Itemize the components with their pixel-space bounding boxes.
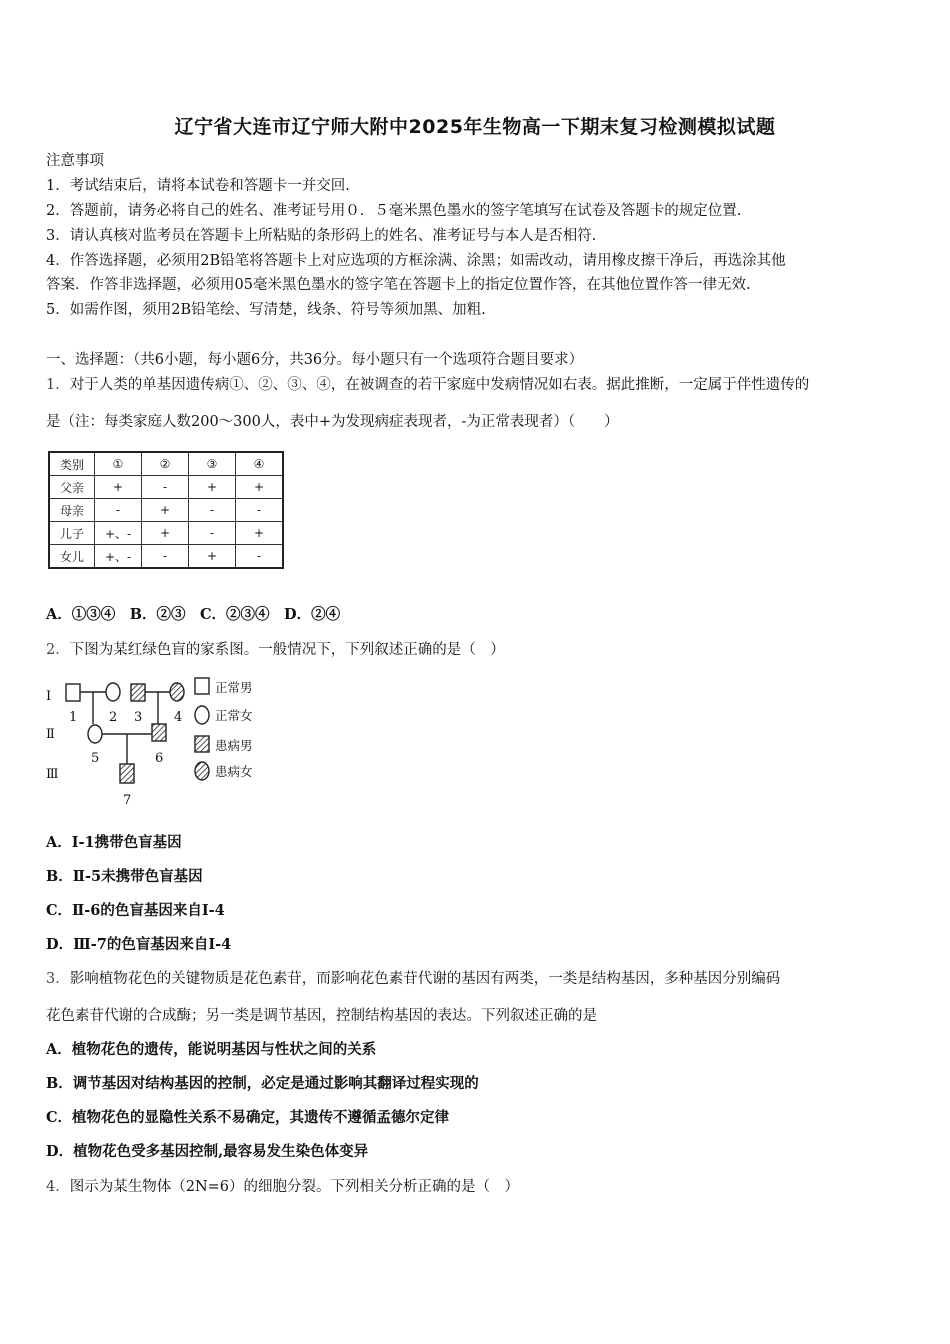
page-title: 辽宁省大连市辽宁师大附中2025年生物高一下期末复习检测模拟试题 (174, 116, 776, 138)
affected-male-symbol (120, 764, 134, 783)
table-header-cell: ① (95, 452, 142, 476)
question-3-option: B．调节基因对结构基因的控制，必定是通过影响其翻译过程实现的 (46, 1075, 479, 1092)
table-row (49, 545, 283, 569)
table-cell: - (189, 522, 236, 545)
legend-label: 患病女 (215, 764, 253, 779)
section-heading: 一、选择题：（共6小题，每小题6分，共36分。每小题只有一个选项符合题目要求） (46, 352, 584, 368)
table-cell: - (95, 499, 142, 522)
table-cell: 父亲 (49, 476, 95, 499)
individual-number: 7 (123, 793, 132, 808)
question-3-stem-cont: 花色素苷代谢的合成酶；另一类是调节基因，控制结构基因的表达。下列叙述正确的是 (46, 1008, 597, 1024)
individual-number: 3 (134, 710, 143, 725)
notice-item: 5．如需作图，须用2B铅笔绘、写清楚，线条、符号等须加黑、加粗. (46, 302, 486, 318)
table-cell: + (142, 522, 189, 545)
notice-item: 4．作答选择题，必须用2B铅笔将答题卡上对应选项的方框涂满、涂黑；如需改动，请用橡皮擦干净后，再选涂其他 (46, 253, 786, 269)
notice-item: 1．考试结束后，请将本试卷和答题卡一并交回. (46, 178, 350, 194)
question-text: 对于人类的单基因遗传病①、②、③、④，在被调查的若干家庭中发病情况如右表。据此推断，一定属于伴性遗传的 (69, 377, 810, 393)
legend-affected-male-symbol (195, 736, 209, 752)
table-header-cell: 类别 (49, 452, 95, 476)
question-1-stem-cont: 是（注：每类家庭人数200～300人，表中+为发现病症表现者，-为正常表现者）（ ） (46, 414, 619, 430)
legend-normal-male-symbol (195, 678, 209, 694)
table-cell: + (189, 545, 236, 569)
question-4-stem (46, 1176, 916, 1198)
question-2-option: D．Ⅲ-7的色盲基因来自Ⅰ-4 (46, 936, 232, 953)
q1-data-table (48, 451, 284, 569)
individual-number: 1 (69, 710, 78, 725)
question-number: 3． (46, 971, 70, 987)
legend-label: 正常男 (215, 680, 253, 695)
table-row (49, 522, 283, 545)
normal-female-symbol (88, 725, 102, 743)
question-1-stem (46, 374, 916, 396)
affected-male-symbol (152, 724, 166, 741)
legend-affected-female-symbol (195, 762, 209, 780)
table-cell: + (236, 476, 284, 499)
table-header-cell: ③ (189, 452, 236, 476)
generation-label: Ⅰ (46, 689, 52, 704)
question-3-stem (46, 968, 916, 990)
table-cell: - (142, 545, 189, 569)
question-1-options: A．①③④ B．②③ C．②③④ D．②④ (46, 606, 341, 623)
question-2-stem (46, 639, 916, 661)
question-3-option: A．植物花色的遗传，能说明基因与性状之间的关系 (46, 1041, 377, 1058)
pedigree-diagram (40, 674, 280, 812)
table-cell: +、- (95, 522, 142, 545)
table-header-cell: ④ (236, 452, 284, 476)
table-cell: - (236, 499, 284, 522)
question-2-option: B．Ⅱ-5未携带色盲基因 (46, 868, 203, 885)
individual-number: 6 (155, 751, 164, 766)
table-header-cell: ② (142, 452, 189, 476)
question-2-option: C．Ⅱ-6的色盲基因来自Ⅰ-4 (46, 902, 225, 919)
legend-normal-female-symbol (195, 706, 209, 724)
table-cell: 母亲 (49, 499, 95, 522)
question-number: 2． (46, 642, 70, 658)
table-cell: - (189, 499, 236, 522)
notice-item: 答案．作答非选择题，必须用05毫米黑色墨水的签字笔在答题卡上的指定位置作答，在其他位置作答一律无效. (46, 277, 751, 293)
individual-number: 2 (109, 710, 118, 725)
table-cell: - (236, 545, 284, 569)
question-number: 4． (46, 1179, 70, 1195)
notice-heading: 注意事项 (46, 153, 104, 169)
generation-label: Ⅲ (46, 767, 59, 782)
table-cell: + (95, 476, 142, 499)
table-cell: 儿子 (49, 522, 95, 545)
table-cell: - (142, 476, 189, 499)
table-cell: 女儿 (49, 545, 95, 569)
normal-male-symbol (66, 684, 80, 701)
question-text: 图示为某生物体（2N=6）的细胞分裂。下列相关分析正确的是（ ） (69, 1179, 520, 1195)
question-text: 下图为某红绿色盲的家系图。一般情况下，下列叙述正确的是（ ） (69, 642, 505, 658)
question-3-option: C．植物花色的显隐性关系不易确定，其遗传不遵循孟德尔定律 (46, 1109, 450, 1126)
question-3-option: D．植物花色受多基因控制,最容易发生染色体变异 (46, 1143, 369, 1160)
notice-item: 3．请认真核对监考员在答题卡上所粘贴的条形码上的姓名、准考证号与本人是否相符. (46, 228, 597, 244)
notice-item: 2．答题前，请务必将自己的姓名、准考证号用０．５毫米黑色墨水的签字笔填写在试卷及答题卡的规定位置. (46, 203, 742, 219)
table-row (49, 476, 283, 499)
generation-label: Ⅱ (46, 727, 55, 742)
table-cell: + (189, 476, 236, 499)
question-2-option: A．Ⅰ-1携带色盲基因 (46, 834, 182, 851)
affected-female-symbol (170, 683, 184, 701)
table-cell: +、- (95, 545, 142, 569)
normal-female-symbol (106, 683, 120, 701)
question-number: 1． (46, 377, 70, 393)
individual-number: 4 (174, 710, 183, 725)
table-row (49, 499, 283, 522)
table-cell: + (142, 499, 189, 522)
affected-male-symbol (131, 684, 145, 701)
table-cell: + (236, 522, 284, 545)
question-text: 影响植物花色的关键物质是花色素苷，而影响花色素苷代谢的基因有两类，一类是结构基因，多种基因分别编码 (69, 971, 781, 987)
legend-label: 患病男 (215, 738, 253, 753)
individual-number: 5 (91, 751, 100, 766)
legend-label: 正常女 (215, 708, 253, 723)
table-header-row (49, 452, 283, 476)
